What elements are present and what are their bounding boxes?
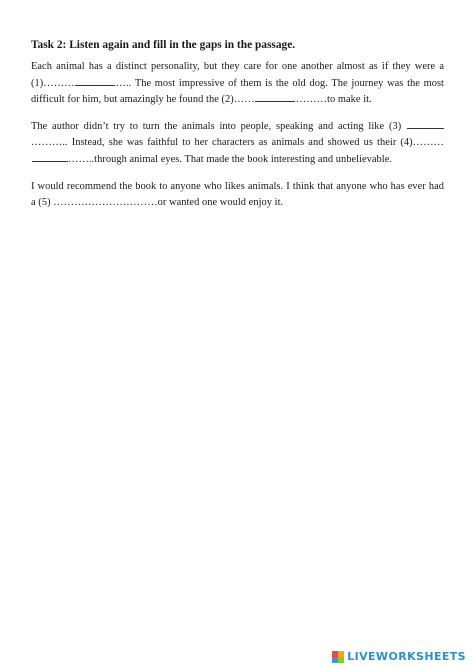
worksheet-page [31, 38, 444, 222]
gap-3-input[interactable] [407, 119, 444, 129]
paragraph-1 [31, 59, 444, 109]
paragraph-2 [31, 119, 444, 169]
paragraph-3-text: I would recommend the book to anyone who likes animals. I think that anyone who has ever had a (5) …………………………or wanted one would enjoy it. [31, 180, 444, 209]
gap-2-input[interactable] [255, 92, 295, 102]
paragraph-3 [31, 179, 444, 212]
paragraph-2-text-c: ……..through animal eyes. That made the book interesting and unbelievable. [68, 153, 393, 165]
logo-square-4 [338, 657, 344, 663]
liveworksheets-logo-icon [332, 651, 344, 663]
gap-4-input[interactable] [32, 152, 68, 162]
paragraph-1-text-b: ….. The most impressive of them is the old dog. The journey was the most difficult for him, but amazingly he found the (2)…… [31, 77, 444, 106]
paragraph-1-text-c: ………to make it. [295, 94, 372, 106]
task-title: Task 2: Listen again and fill in the gaps in the passage. [31, 39, 296, 51]
brand-name: LIVEWORKSHEETS [347, 650, 466, 663]
gap-1-input[interactable] [75, 76, 115, 86]
paragraph-1-text-a: Each animal has a distinct personality, but they care for one another almost as if they were a (1)……… [31, 61, 444, 89]
paragraph-2-text-b: ……….. Instead, she was faithful to her characters as animals and showed us their (4)……… [31, 137, 444, 149]
liveworksheets-branding[interactable] [332, 650, 466, 663]
paragraph-2-text-a: The author didn’t try to turn the animals into people, speaking and acting like (3) [31, 120, 406, 132]
